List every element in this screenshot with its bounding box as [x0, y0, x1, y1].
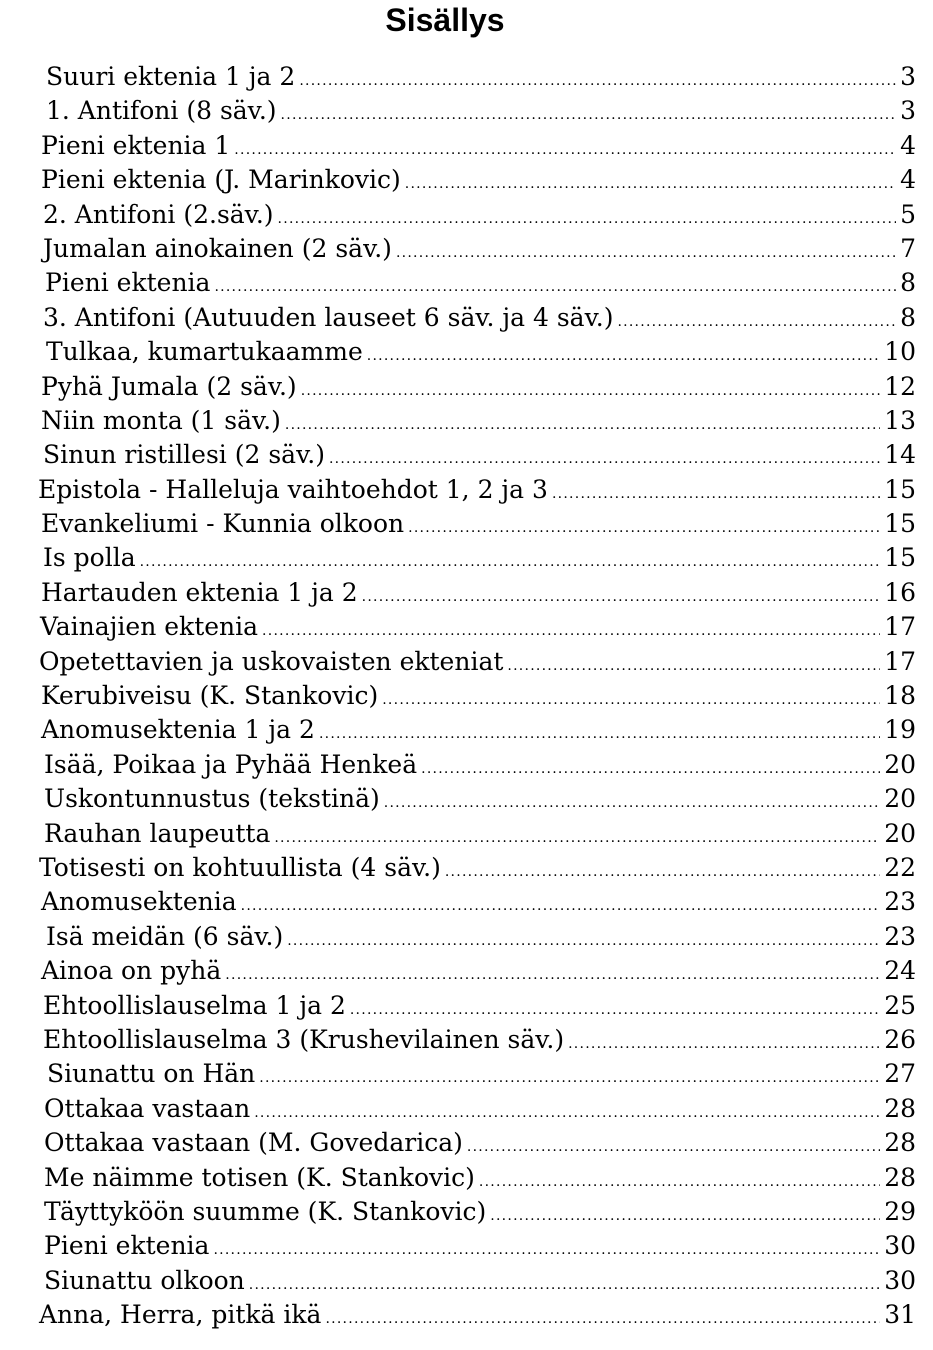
dot-leader [241, 885, 881, 919]
toc-entry-title: Uskontunnustus (tekstinä) [44, 784, 380, 814]
dot-leader [367, 335, 880, 369]
toc-entry-title: Niin monta (1 säv.) [41, 405, 281, 435]
toc-entry-title: 3. Antifoni (Autuuden lauseet 6 säv. ja 4 säv.) [43, 302, 614, 332]
toc-entry[interactable] [38, 507, 916, 541]
toc-entry[interactable] [38, 748, 916, 782]
toc-entry[interactable] [38, 404, 916, 438]
toc-entry-title: Anomusektenia [41, 887, 237, 917]
toc-entry-title: Jumalan ainokainen (2 säv.) [43, 233, 392, 263]
toc-entry[interactable] [38, 713, 916, 747]
page-title: Sisällys [385, 2, 505, 38]
toc-entry-page-number: 28 [884, 1162, 916, 1192]
toc-entry-title: 2. Antifoni (2.säv.) [43, 199, 274, 229]
toc-entry-title: Totisesti on kohtuullista (4 säv.) [39, 852, 441, 882]
dot-leader [408, 507, 880, 541]
toc-entry-page-number: 26 [884, 1024, 916, 1054]
toc-entry[interactable] [38, 163, 916, 197]
toc-entry[interactable] [38, 1161, 916, 1195]
dot-leader [617, 301, 896, 335]
toc-entry-page-number: 19 [884, 715, 916, 745]
toc-entry-title: Kerubiveisu (K. Stankovic) [41, 681, 379, 711]
toc-entry-page-number: 17 [884, 612, 916, 642]
toc-entry[interactable] [38, 1195, 916, 1229]
dot-leader [214, 266, 896, 300]
toc-entry-page-number: 3 [900, 62, 916, 91]
toc-entry-title: 1. Antifoni (8 säv.) [46, 96, 277, 126]
toc-entry-page-number: 31 [884, 1300, 916, 1330]
toc-entry[interactable] [38, 198, 916, 232]
dot-leader [396, 232, 896, 266]
toc-entry-title: Is polla [43, 543, 136, 573]
toc-entry-page-number: 23 [884, 887, 916, 917]
toc-entry[interactable] [38, 129, 916, 163]
toc-entry-page-number: 4 [900, 130, 916, 160]
dot-leader [421, 748, 880, 782]
dot-leader [479, 1161, 880, 1195]
toc-entry-title: Epistola - Halleluja vaihtoehdot 1, 2 ja 3 [38, 474, 548, 504]
toc-entry-page-number: 30 [884, 1265, 916, 1295]
toc-entry-page-number: 20 [884, 784, 916, 814]
toc-entry[interactable] [38, 541, 916, 575]
toc-entry[interactable] [38, 301, 916, 335]
dot-leader [507, 645, 880, 679]
toc-entry-page-number: 17 [884, 646, 916, 676]
toc-entry-page-number: 12 [884, 371, 916, 401]
dot-leader [490, 1195, 880, 1229]
dot-leader [225, 954, 880, 988]
toc-entry-title: Isä meidän (6 säv.) [46, 921, 284, 951]
dot-leader [301, 370, 881, 404]
dot-leader [254, 1092, 880, 1126]
dot-leader [552, 473, 880, 507]
dot-leader [278, 198, 897, 232]
toc-entry-title: Isää, Poikaa ja Pyhää Henkeä [44, 749, 418, 779]
toc-entry-page-number: 14 [884, 440, 916, 470]
dot-leader [362, 576, 881, 610]
dot-leader [140, 541, 881, 575]
toc-entry[interactable] [38, 1126, 916, 1160]
toc-entry-title: Pieni ektenia [44, 1231, 210, 1261]
toc-entry-page-number: 5 [900, 199, 916, 229]
toc-entry-title: Me näimme totisen (K. Stankovic) [44, 1162, 475, 1192]
toc-entry-title: Vainajien ektenia [40, 612, 259, 642]
dot-leader [249, 1264, 880, 1298]
dot-leader [281, 94, 897, 128]
dot-leader [285, 404, 880, 438]
dot-leader [325, 1298, 880, 1332]
toc-entry[interactable] [38, 1229, 916, 1263]
toc-entry[interactable] [38, 782, 916, 816]
toc-entry-title: Tulkaa, kumartukaamme [46, 337, 363, 367]
dot-leader [568, 1023, 880, 1057]
toc-entry-page-number: 10 [884, 337, 916, 367]
toc-entry-title: Pieni ektenia 1 [41, 130, 231, 160]
toc-entry[interactable] [38, 989, 916, 1023]
toc-entry-page-number: 15 [884, 474, 916, 504]
toc-entry-page-number: 4 [900, 165, 916, 195]
toc-entry-title: Suuri ektenia 1 ja 2 [46, 62, 296, 91]
toc-entry-title: Täyttyköön suumme (K. Stankovic) [44, 1196, 487, 1226]
toc-entry-title: Ottakaa vastaan [44, 1093, 251, 1123]
toc-entry-title: Pieni ektenia [45, 268, 211, 298]
toc-entry[interactable] [38, 1264, 916, 1298]
toc-entry[interactable] [38, 232, 916, 266]
table-of-contents [38, 60, 916, 1332]
toc-entry-page-number: 16 [884, 577, 916, 607]
toc-entry-page-number: 7 [900, 233, 916, 263]
toc-entry-title: Sinun ristillesi (2 säv.) [43, 440, 325, 470]
toc-entry[interactable] [38, 1298, 916, 1332]
dot-leader [234, 129, 896, 163]
toc-entry-page-number: 8 [900, 302, 916, 332]
dot-leader [213, 1229, 880, 1263]
toc-entry-title: Anna, Herra, pitkä ikä [39, 1300, 322, 1330]
toc-entry-title: Ottakaa vastaan (M. Govedarica) [44, 1128, 463, 1158]
toc-entry[interactable] [38, 576, 916, 610]
toc-entry[interactable] [38, 851, 916, 885]
toc-entry-page-number: 22 [884, 852, 916, 882]
toc-entry[interactable] [38, 817, 916, 851]
toc-entry[interactable] [38, 438, 916, 472]
toc-entry[interactable] [38, 266, 916, 300]
dot-leader [259, 1057, 880, 1091]
toc-entry[interactable] [38, 1023, 916, 1057]
toc-entry-title: Siunattu on Hän [47, 1059, 256, 1089]
toc-entry-title: Anomusektenia 1 ja 2 [41, 715, 315, 745]
toc-entry-title: Siunattu olkoon [44, 1265, 245, 1295]
toc-entry-page-number: 15 [884, 509, 916, 539]
toc-entry-page-number: 20 [884, 749, 916, 779]
toc-entry-page-number: 25 [884, 990, 916, 1020]
toc-entry[interactable] [38, 885, 916, 919]
toc-entry[interactable] [38, 94, 916, 128]
toc-entry-title: Pyhä Jumala (2 säv.) [41, 371, 297, 401]
dot-leader [274, 817, 880, 851]
toc-entry[interactable] [38, 1092, 916, 1126]
toc-entry-title: Ainoa on pyhä [41, 956, 222, 986]
toc-entry-title: Pieni ektenia (J. Marinkovic) [41, 165, 401, 195]
toc-entry-page-number: 29 [884, 1196, 916, 1226]
dot-leader [467, 1126, 880, 1160]
toc-entry[interactable] [38, 610, 916, 644]
toc-entry-title: Evankeliumi - Kunnia olkoon [41, 509, 405, 539]
toc-entry-title: Opetettavien ja uskovaisten ekteniat [39, 646, 504, 676]
toc-entry-page-number: 28 [884, 1128, 916, 1158]
toc-entry-page-number: 13 [884, 405, 916, 435]
toc-entry[interactable] [38, 954, 916, 988]
toc-entry[interactable] [38, 473, 916, 507]
toc-entry-title: Ehtoollislauselma 3 (Krushevilainen säv.) [43, 1024, 565, 1054]
toc-entry-page-number: 27 [884, 1059, 916, 1089]
dot-leader [405, 163, 896, 197]
toc-entry-title: Rauhan laupeutta [44, 818, 271, 848]
toc-entry-page-number: 3 [900, 96, 916, 126]
toc-entry[interactable] [38, 920, 916, 954]
dot-leader [329, 438, 880, 472]
toc-entry-page-number: 23 [884, 921, 916, 951]
toc-entry-page-number: 15 [884, 543, 916, 573]
dot-leader [287, 920, 880, 954]
toc-entry-page-number: 28 [884, 1093, 916, 1123]
toc-entry-page-number: 30 [884, 1231, 916, 1261]
toc-entry-page-number: 24 [884, 956, 916, 986]
toc-entry-page-number: 18 [884, 681, 916, 711]
toc-entry[interactable] [38, 370, 916, 404]
toc-entry[interactable] [38, 1057, 916, 1091]
toc-entry-page-number: 8 [900, 268, 916, 298]
dot-leader [384, 782, 880, 816]
toc-entry-title: Ehtoollislauselma 1 ja 2 [43, 990, 346, 1020]
toc-entry[interactable] [38, 335, 916, 369]
toc-entry-title: Hartauden ektenia 1 ja 2 [41, 577, 358, 607]
toc-entry-page-number: 20 [884, 818, 916, 848]
dot-leader [262, 610, 880, 644]
dot-leader [445, 851, 880, 885]
dot-leader [299, 60, 896, 94]
dot-leader [350, 989, 880, 1023]
toc-entry[interactable] [38, 679, 916, 713]
toc-entry[interactable] [38, 645, 916, 679]
dot-leader [319, 713, 880, 747]
dot-leader [382, 679, 880, 713]
toc-entry[interactable] [38, 60, 916, 94]
